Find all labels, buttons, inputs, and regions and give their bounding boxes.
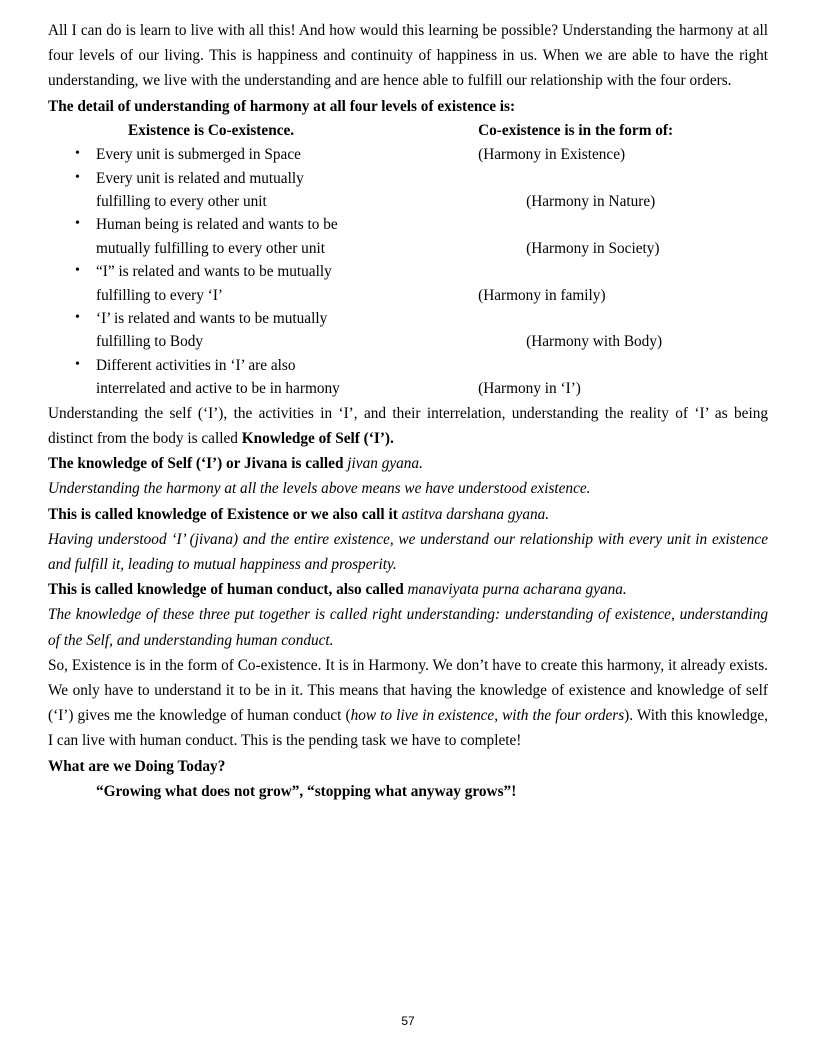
jivan-gyana-line bbox=[48, 451, 768, 476]
three-together-paragraph: The knowledge of these three put together is called right understanding: understanding of existence, understanding of the Self, and understanding human conduct. bbox=[48, 606, 768, 649]
harmony-header-row bbox=[48, 119, 768, 143]
bullet-item bbox=[48, 143, 446, 166]
bullet-icon: • bbox=[75, 310, 80, 326]
harmony-row bbox=[48, 143, 768, 166]
bullet-icon: • bbox=[75, 216, 80, 232]
harmony-row-right bbox=[446, 143, 768, 166]
harmony-row-right bbox=[446, 213, 768, 260]
harmony-row bbox=[48, 213, 768, 260]
harmony-row-left bbox=[48, 213, 446, 260]
jivan-gyana-italic: jivan gyana. bbox=[347, 455, 423, 473]
harmony-label: (Harmony in Nature) bbox=[526, 193, 656, 211]
harmony-label: (Harmony with Body) bbox=[526, 333, 663, 351]
harmony-header-right: Co-existence is in the form of: bbox=[478, 121, 674, 139]
harmony-row-right bbox=[446, 354, 768, 401]
harmony-row-left bbox=[48, 167, 446, 214]
existence-knowledge-bold: This is called knowledge of Existence or we also call it bbox=[48, 505, 402, 523]
bullet-line: Human being is related and wants to be bbox=[96, 216, 338, 234]
harmony-label: (Harmony in family) bbox=[478, 286, 606, 304]
bullet-line-cont: fulfilling to Body bbox=[96, 333, 204, 351]
bullet-line: Different activities in ‘I’ are also bbox=[96, 356, 296, 374]
closing-plain-1: So, Existence is in the form of Co-existence. It is in Harmony. We don’t have to create this harmony, it already exists. We only have to understand it to be in it. This means that having the knowledge of existence and knowledge of self (‘I’) gives me the knowledge of human conduct ( bbox=[48, 656, 768, 725]
today-heading: What are we Doing Today? bbox=[48, 757, 226, 775]
harmony-row-left bbox=[48, 354, 446, 401]
self-knowledge-paragraph bbox=[48, 401, 768, 451]
harmony-row bbox=[48, 167, 768, 214]
closing-paragraph bbox=[48, 653, 768, 754]
bullet-line-cont: fulfilling to every other unit bbox=[96, 193, 267, 211]
bullet-item bbox=[48, 167, 446, 190]
bullet-item bbox=[48, 213, 446, 236]
existence-knowledge-line bbox=[48, 502, 768, 527]
bullet-line: “I” is related and wants to be mutually bbox=[96, 263, 332, 281]
bullet-item bbox=[48, 354, 446, 377]
self-knowledge-bold: Knowledge of Self (‘I’). bbox=[241, 429, 394, 447]
intro-paragraph: All I can do is learn to live with all this! And how would this learning be possible? Understanding the harmony at all four levels of our living. This is happiness and continuity of happiness in us. When we are able to have the right understanding, we live with the understanding and are hence able to fulfill our relationship with the four orders. bbox=[48, 22, 768, 90]
page-number: 57 bbox=[401, 1014, 415, 1028]
harmony-row bbox=[48, 354, 768, 401]
harmony-header-left: Existence is Co-existence. bbox=[128, 121, 295, 139]
bullet-line-cont: mutually fulfilling to every other unit bbox=[96, 239, 325, 257]
jivan-gyana-bold: The knowledge of Self (‘I’) or Jivana is called bbox=[48, 455, 348, 473]
bullet-icon: • bbox=[75, 263, 80, 279]
bullet-line: Every unit is related and mutually bbox=[96, 169, 304, 187]
bullet-line: ‘I’ is related and wants to be mutually bbox=[96, 310, 328, 328]
self-knowledge-plain: Understanding the self (‘I’), the activities in ‘I’, and their interrelation, understanding the reality of ‘I’ as being distinct from the body is called bbox=[48, 404, 768, 447]
bullet-icon: • bbox=[75, 169, 80, 185]
bullet-icon: • bbox=[75, 356, 80, 372]
harmony-row bbox=[48, 260, 768, 307]
document-page bbox=[48, 18, 768, 804]
human-conduct-bold: This is called knowledge of human conduct, also called bbox=[48, 581, 408, 599]
harmony-row-left bbox=[48, 143, 446, 166]
harmony-row bbox=[48, 307, 768, 354]
harmony-label: (Harmony in Society) bbox=[526, 239, 660, 257]
harmony-row-right bbox=[446, 260, 768, 307]
bullet-line: Every unit is submerged in Space bbox=[96, 146, 301, 164]
existence-knowledge-italic: astitva darshana gyana. bbox=[401, 505, 550, 523]
bullet-line-cont: interrelated and active to be in harmony bbox=[96, 380, 340, 398]
closing-italic-1: how to live in existence, with the four orders bbox=[350, 707, 625, 725]
having-understood-paragraph: Having understood ‘I’ (jivana) and the entire existence, we understand our relationship with every unit in existence and fulfill it, leading to mutual happiness and prosperity. bbox=[48, 530, 768, 573]
harmony-row-right bbox=[446, 307, 768, 354]
harmony-row-right bbox=[446, 167, 768, 214]
harmony-row-left bbox=[48, 260, 446, 307]
harmony-table bbox=[48, 119, 768, 401]
detail-heading: The detail of understanding of harmony at all four levels of existence is: bbox=[48, 97, 516, 115]
human-conduct-italic: manaviyata purna acharana gyana. bbox=[407, 581, 627, 599]
harmony-table-body bbox=[48, 119, 768, 401]
today-quote: “Growing what does not grow”, “stopping what anyway grows”! bbox=[96, 782, 517, 800]
harmony-label: (Harmony in ‘I’) bbox=[478, 380, 581, 398]
bullet-icon: • bbox=[75, 146, 80, 162]
harmony-row-left bbox=[48, 307, 446, 354]
bullet-line-cont: fulfilling to every ‘I’ bbox=[96, 286, 224, 304]
bullet-item bbox=[48, 307, 446, 330]
human-conduct-line bbox=[48, 577, 768, 602]
harmony-label: (Harmony in Existence) bbox=[478, 146, 626, 164]
bullet-item bbox=[48, 260, 446, 283]
closing-plain-2: ). With this knowledge, I can live with human conduct. This is the pending task we have to complete! bbox=[48, 707, 768, 750]
harmony-levels-line: Understanding the harmony at all the levels above means we have understood existence. bbox=[48, 480, 591, 498]
